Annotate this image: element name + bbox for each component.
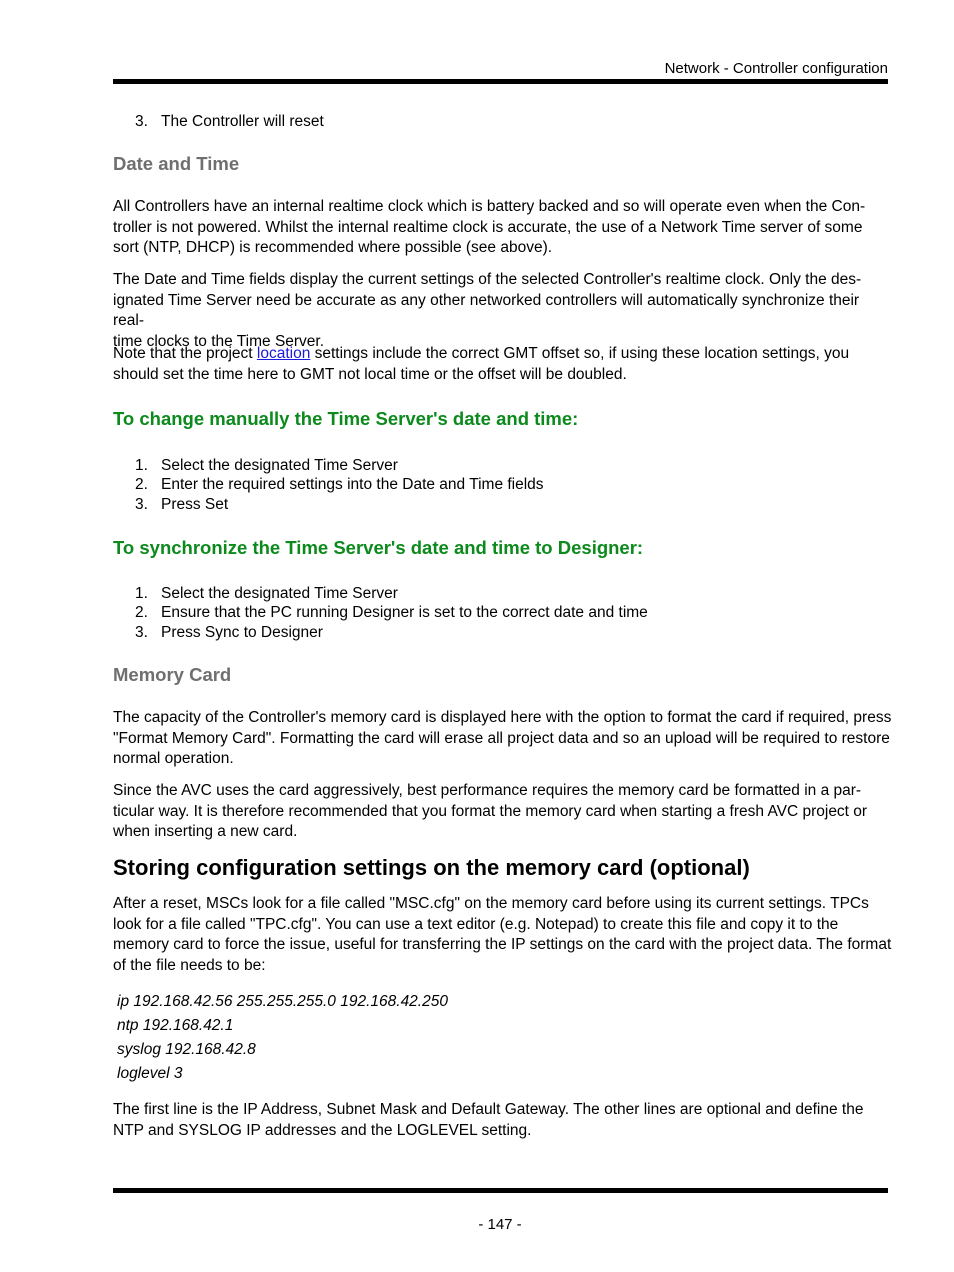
list-item: 1. Select the designated Time Server (135, 457, 398, 474)
code-line: ip 192.168.42.56 255.255.255.0 192.168.42.250 (117, 993, 448, 1010)
date-time-paragraph-3: Note that the project location settings include the correct GMT offset so, if using these location settings, you should set the time here to GMT not local time or the offset will be doubled. (113, 345, 850, 383)
list-item: 3. Press Sync to Designer (135, 623, 323, 641)
memory-card-paragraph-1: The capacity of the Controller's memory card is displayed here with the option to format the card if required, press "Format Memory Card". Formatting the card will erase all project data and so an upload will be required to restore normal operation. (113, 709, 892, 767)
list-item: 2. Ensure that the PC running Designer is set to the correct date and time (135, 604, 648, 622)
running-header: Network - Controller configuration (664, 60, 888, 77)
location-link[interactable]: location (256, 345, 311, 362)
header-rule (113, 79, 888, 84)
memory-card-heading: Memory Card (113, 664, 232, 685)
code-line: ntp 192.168.42.1 (117, 1017, 234, 1034)
date-time-heading: Date and Time (113, 153, 240, 174)
storing-paragraph-2: The first line is the IP Address, Subnet Mask and Default Gateway. The other lines are optional and define the NTP and SYSLOG IP addresses and the LOGLEVEL setting. (113, 1101, 864, 1139)
storing-config-heading: Storing configuration settings on the memory card (optional) (113, 855, 750, 880)
intro-list (113, 112, 893, 131)
list-item: 3. Press Set (135, 495, 229, 513)
sync-time-steps (113, 584, 893, 642)
change-time-heading: To change manually the Time Server's date and time: (113, 408, 579, 429)
sync-time-heading: To synchronize the Time Server's date and time to Designer: (113, 537, 644, 558)
footer-rule (113, 1188, 888, 1193)
date-time-paragraph-1: All Controllers have an internal realtime clock which is battery backed and so will operate even when the Con- troller is not powered. Whilst the internal realtime clock is accurate, the use of a Network Time server of some sort (NTP, DHCP) is recommended where possible (see above). (113, 198, 866, 256)
code-line: syslog 192.168.42.8 (117, 1041, 256, 1058)
change-time-steps (113, 456, 893, 514)
list-item: 1. Select the designated Time Server (135, 585, 398, 602)
code-line: loglevel 3 (117, 1065, 183, 1082)
memory-card-paragraph-2: Since the AVC uses the card aggressively, best performance requires the memory card be formatted in a par- ticular way. It is therefore recommended that you format the memory card when starting a fresh AVC project or when inserting a new card. (113, 782, 868, 840)
date-time-paragraph-2: The Date and Time fields display the current settings of the selected Controller's realtime clock. Only the des- ignated Time Server need be accurate as any other networked controllers will automatically synchronize their real- time clocks to the Time Server. (113, 271, 862, 350)
storing-paragraph-1: After a reset, MSCs look for a file called "MSC.cfg" on the memory card before using its current settings. TPCs look for a file called "TPC.cfg". You can use a text editor (e.g. Notepad) to create this file and copy it to the memory card to force the issue, useful for transferring the IP settings on the card with the project data. The format of the file needs to be: (113, 895, 892, 974)
list-item: 2. Enter the required settings into the Date and Time fields (135, 476, 544, 494)
list-item: 3. The Controller will reset (135, 113, 324, 130)
page-number: - 147 - (478, 1216, 522, 1233)
config-file-example (117, 990, 448, 1086)
